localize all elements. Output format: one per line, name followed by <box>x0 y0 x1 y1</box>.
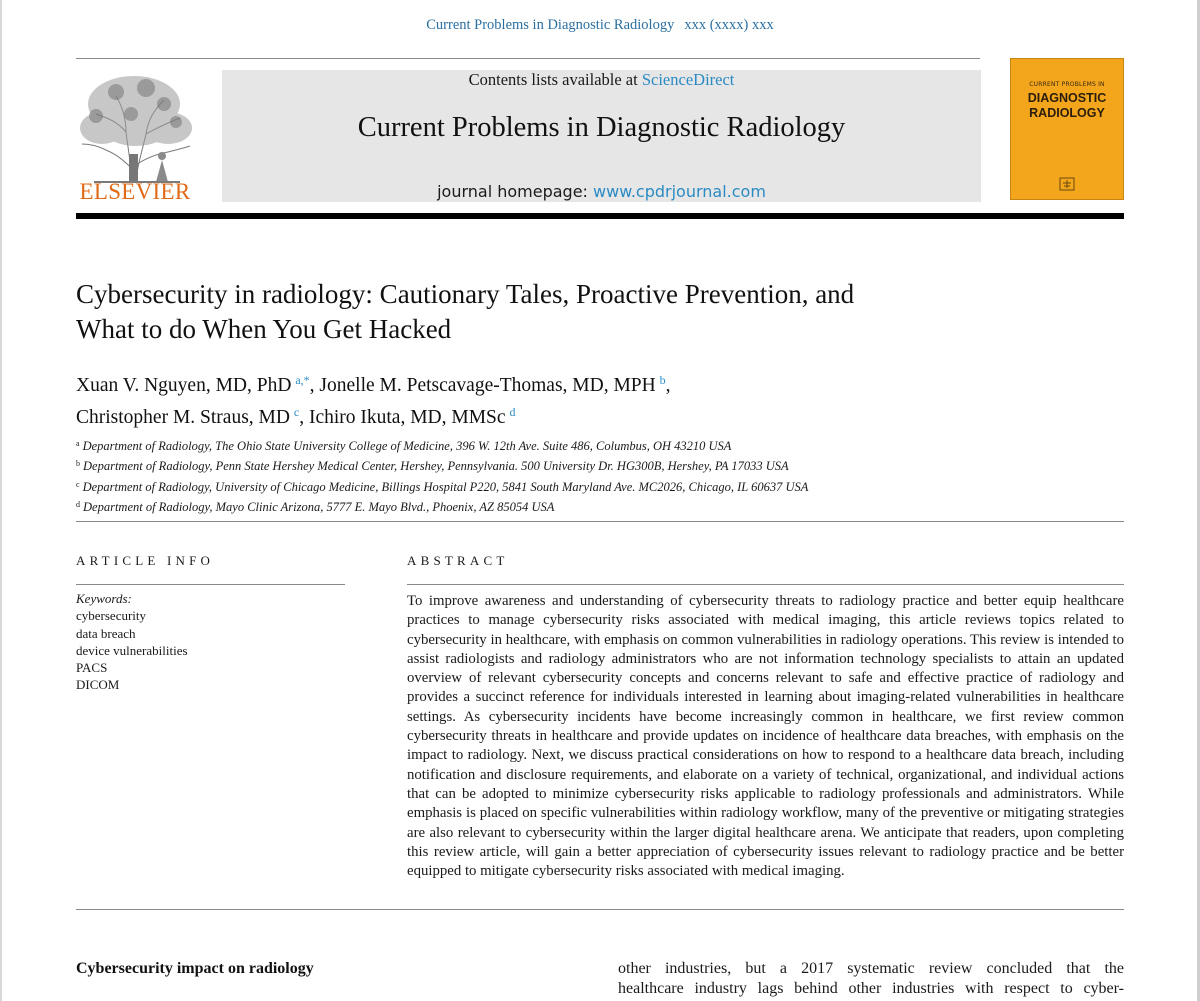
author-list <box>76 367 1116 431</box>
cover-publisher-mark-icon <box>1059 177 1075 191</box>
abstract-rule <box>407 584 1124 585</box>
body-line: other industries, but a 2017 systematic review concluded that the <box>618 960 1124 977</box>
author-separator: , <box>299 407 309 428</box>
homepage-prefix: journal homepage: <box>437 182 588 201</box>
affiliation-text: Department of Radiology, Mayo Clinic Arizona, 5777 E. Mayo Blvd., Phoenix, AZ 85054 USA <box>83 500 555 515</box>
elsevier-wordmark: ELSEVIER <box>79 179 191 204</box>
abstract-end-rule <box>76 909 1124 910</box>
affiliation-item <box>76 455 1116 475</box>
running-header[interactable] <box>0 17 1200 34</box>
journal-cover-thumbnail[interactable] <box>1010 58 1124 200</box>
body-right-column <box>618 959 1124 999</box>
cover-kicker: CURRENT PROBLEMS IN <box>1029 81 1105 88</box>
author-line-2 <box>76 399 1116 431</box>
article-info-rule <box>76 584 345 585</box>
affiliation-list <box>76 435 1116 517</box>
affiliation-item <box>76 476 1116 496</box>
running-journal-name[interactable]: Current Problems in Diagnostic Radiology <box>426 17 675 33</box>
abstract-text: To improve awareness and understanding of cybersecurity threats to radiology practice and better equip healthcare practices to manage cybersecurity risks associated with medical imaging, this article reviews topics related to cybersecurity in healthcare, with emphasis on common vulnerabilities in radiology operations. This review is intended to assist radiologists and radiology administrators who are not information technology specialists to attain an updated overview of relevant cybersecurity concepts and concerns relevant to safe and effective practice of radiology and provides a succinct reference for individuals interested in learning about imaging-related vulnerabilities in healthcare settings. As cybersecurity incidents have become increasingly common in healthcare, we first review common cybersecurity threats in healthcare and provide updates on incidence of healthcare data breaches, with emphasis on the impact to radiology. Next, we discuss practical considerations on how to respond to a healthcare data breach, including notification and disclosure requirements, and elaborate on a variety of technical, organizational, and individual actions that can be adopted to minimize cybersecurity risks applicable to radiology professionals and administrators. While emphasis is placed on specific vulnerabilities within radiology workflow, many of the preventive or mitigating strategies are also relevant to cybersecurity within the larger digital healthcare arena. We anticipate that readers, upon completing this review article, will gain a better appreciation of cybersecurity issues relevant to radiology practice and be better equipped to mitigate cybersecurity risks associated with medical imaging. <box>407 593 1124 880</box>
article-title <box>76 277 1076 347</box>
journal-masthead <box>222 70 981 202</box>
affiliation-item <box>76 435 1116 455</box>
cover-title <box>1011 91 1123 121</box>
affiliation-text: Department of Radiology, Penn State Hershey Medical Center, Hershey, Pennsylvania. 500 University Dr. HG300B, Hershey, PA 17033 USA <box>83 459 789 474</box>
sciencedirect-link[interactable]: ScienceDirect <box>641 70 735 89</box>
running-reference: xxx (xxxx) xxx <box>684 17 774 33</box>
keyword-item: PACS <box>76 660 108 676</box>
keyword-item: device vulnerabilities <box>76 642 188 658</box>
body-line: healthcare industry lags behind other industries with respect to cyber- <box>618 980 1124 997</box>
header-rule <box>76 58 980 59</box>
affiliation-text: Department of Radiology, University of Chicago Medicine, Billings Hospital P220, 5841 South Maryland Ave. MC2026, Chicago, IL 60637 USA <box>82 479 809 494</box>
author-name[interactable]: Jonelle M. Petscavage-Thomas, MD, MPH <box>319 375 656 396</box>
title-line1: Cybersecurity in radiology: Cautionary Tales, Proactive Prevention, and <box>76 279 855 309</box>
affiliation-label: d <box>76 500 80 510</box>
affiliation-label: b <box>76 459 80 469</box>
author-name[interactable]: Christopher M. Straus, MD <box>76 407 290 428</box>
masthead-thick-rule <box>76 213 1124 219</box>
author-affiliation-link[interactable]: d <box>509 405 516 419</box>
author-name[interactable]: Ichiro Ikuta, MD, MMSc <box>308 407 506 428</box>
author-affiliation-link[interactable]: a,* <box>295 373 310 387</box>
keyword-item: DICOM <box>76 677 120 693</box>
title-line2: What to do When You Get Hacked <box>76 314 452 344</box>
homepage-link[interactable]: www.cpdrjournal.com <box>593 182 766 201</box>
keywords-label: Keywords: <box>76 591 132 606</box>
contents-prefix: Contents lists available at <box>468 70 638 89</box>
affiliation-text: Department of Radiology, The Ohio State University College of Medicine, 396 W. 12th Ave. Suite 486, Columbus, OH 43210 USA <box>82 439 732 453</box>
keyword-item: cybersecurity <box>76 608 147 624</box>
author-affiliation-link[interactable]: c <box>293 405 300 419</box>
cover-title-line2: RADIOLOGY <box>1029 106 1105 120</box>
keyword-item: data breach <box>76 625 136 641</box>
affiliation-label: a <box>76 439 80 448</box>
keywords-block <box>76 590 336 694</box>
journal-homepage <box>222 182 981 201</box>
author-line-1 <box>76 367 1116 399</box>
author-separator: , <box>309 375 320 396</box>
article-info-heading: ARTICLE INFO <box>76 553 215 568</box>
page-edge-left <box>0 0 2 1001</box>
affiliation-label: c <box>76 479 80 489</box>
author-separator: , <box>665 375 671 396</box>
cover-title-line1: DIAGNOSTIC <box>1027 91 1107 105</box>
abstract-heading: ABSTRACT <box>407 553 509 568</box>
section-divider <box>76 521 1124 522</box>
author-affiliation-link[interactable]: b <box>659 373 666 387</box>
author-name[interactable]: Xuan V. Nguyen, MD, PhD <box>76 375 292 396</box>
section-title: Cybersecurity impact on radiology <box>76 960 314 977</box>
journal-title: Current Problems in Diagnostic Radiology <box>357 112 846 143</box>
affiliation-item <box>76 496 1116 516</box>
contents-availability <box>222 70 981 90</box>
